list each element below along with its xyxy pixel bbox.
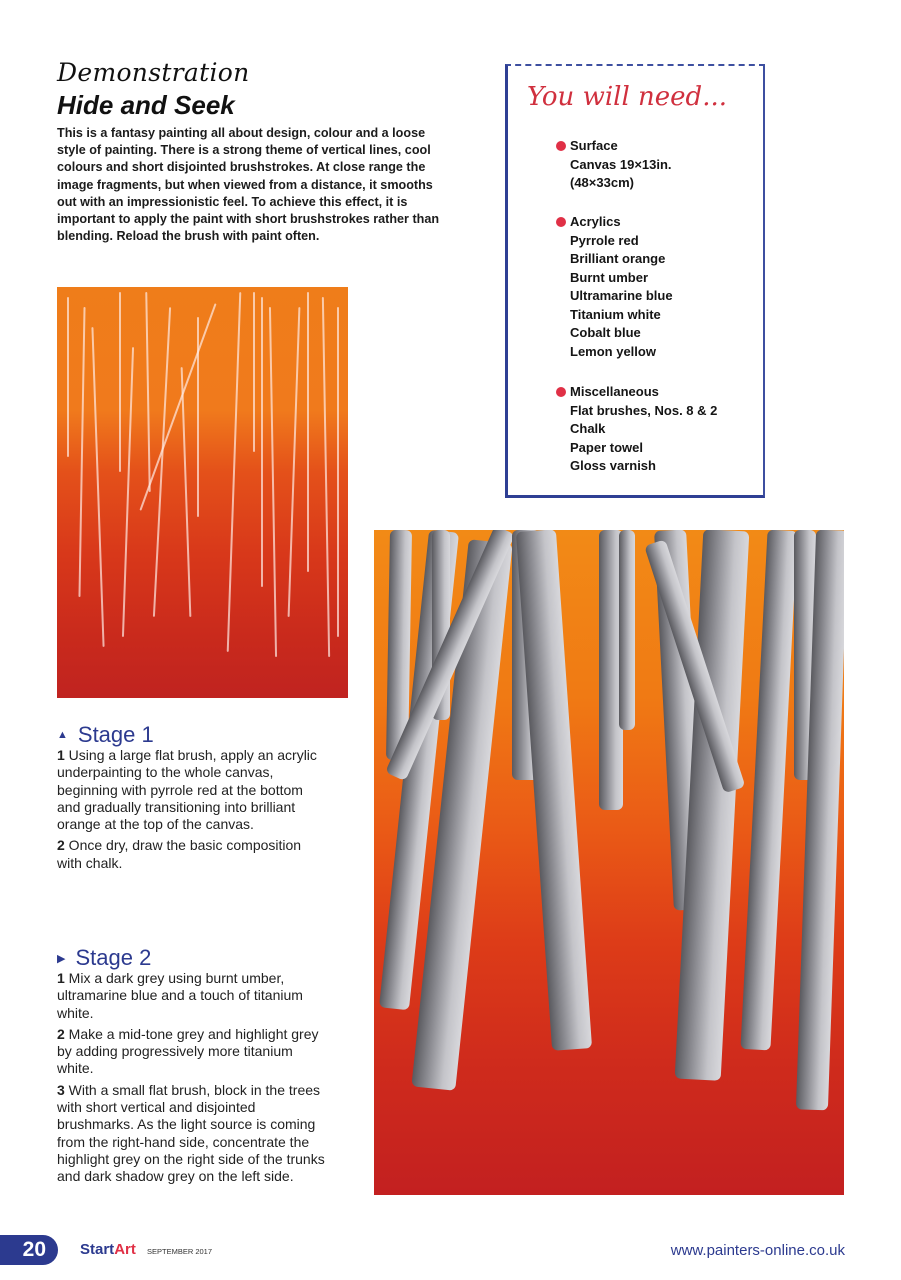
triangle-right-icon: ▶ — [57, 952, 66, 965]
bullet-icon — [556, 141, 566, 151]
bullet-icon — [556, 387, 566, 397]
list-item: Pyrrole red — [570, 232, 639, 248]
stage-title: Stage 1 — [77, 722, 154, 747]
group-heading: Acrylics — [570, 214, 621, 229]
issue-date: SEPTEMBER 2017 — [147, 1247, 213, 1256]
list-item: Ultramarine blue — [570, 288, 673, 303]
stage-1-text — [57, 747, 327, 876]
list-item: Cobalt blue — [570, 325, 641, 340]
website-link[interactable]: www.painters-online.co.uk — [670, 1242, 845, 1259]
step: 1 Using a large flat brush, apply an acrylic underpainting to the whole canvas, beginning with pyrrole red at the bottom and gradually transitioning into brilliant orange at the top of the canvas. — [57, 747, 317, 833]
materials-group-miscellaneous — [556, 383, 717, 476]
stage-title: Stage 2 — [75, 945, 152, 970]
list-item: Gloss varnish — [570, 458, 656, 473]
list-item: Burnt umber — [570, 269, 648, 285]
page-number: 20 — [0, 1235, 58, 1265]
list-item: Titanium white — [570, 306, 661, 322]
step: 2 Once dry, draw the basic composition with chalk. — [57, 837, 302, 871]
stage-1-painting — [57, 287, 348, 698]
group-heading: Surface — [570, 138, 618, 153]
list-item: Canvas 19×13in. — [570, 156, 672, 172]
list-item: Brilliant orange — [570, 251, 666, 266]
step: 3 With a small flat brush, block in the trees with short vertical and disjointed brushmarks. As the light source is coming from the right-hand side, concentrate the highlight grey on the right side of the trunks and dark shadow grey on the left side. — [57, 1081, 325, 1185]
stage-2-painting — [374, 530, 844, 1195]
triangle-up-icon: ▲ — [57, 729, 68, 741]
article-title: Hide and Seek — [57, 90, 235, 120]
list-item: Paper towel — [570, 439, 643, 455]
step: 2 Make a mid-tone grey and highlight grey by adding progressively more titanium white. — [57, 1025, 319, 1077]
materials-group-surface — [556, 137, 672, 193]
intro-paragraph: This is a fantasy painting all about design, colour and a loose style of painting. There is a strong theme of vertical lines, cool colours and short disjointed brushstrokes. At close range the image fragments, but when viewed from a distance, it smooths out with an impressionistic feel. To achieve this effect, it is important to apply the paint with short brushstrokes rather than blending. Reload the brush with paint often. — [57, 126, 440, 244]
step: 1 Mix a dark grey using burnt umber, ultramarine blue and a touch of titanium white. — [57, 970, 303, 1021]
magazine-logo: StartArt — [80, 1241, 136, 1258]
materials-title: You will need... — [527, 82, 727, 112]
bullet-icon — [556, 217, 566, 227]
list-item: (48×33cm) — [570, 175, 634, 190]
materials-group-acrylics — [556, 213, 673, 361]
group-heading: Miscellaneous — [570, 384, 659, 399]
list-item: Lemon yellow — [570, 343, 656, 359]
section-kicker: Demonstration — [57, 58, 250, 87]
stage-1-heading — [57, 722, 154, 748]
list-item: Chalk — [570, 421, 606, 436]
list-item: Flat brushes, Nos. 8 & 2 — [570, 402, 718, 418]
stage-2-heading — [57, 945, 151, 971]
stage-2-text — [57, 970, 327, 1190]
